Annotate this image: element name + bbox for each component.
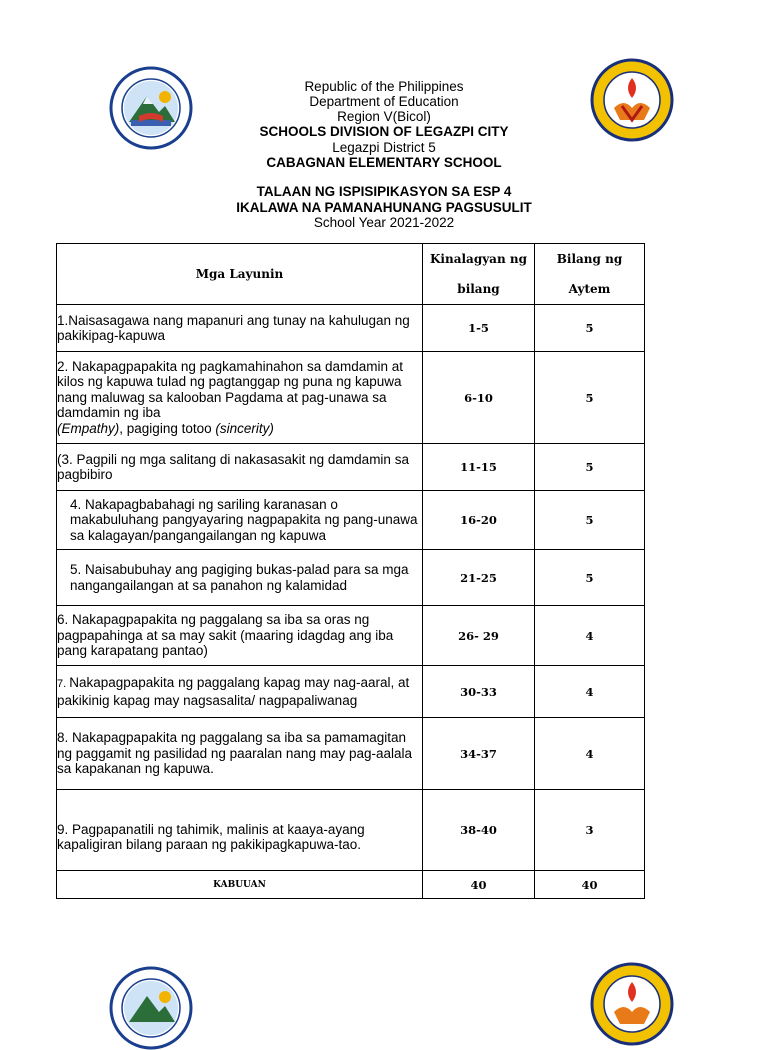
location-cell: 1-5	[423, 305, 535, 352]
table-row	[57, 352, 645, 444]
objective-cell	[57, 352, 423, 444]
objective-text: Nakapagpapakita ng paggalang kapag may nag-aaral, at pakikinig kapag may nagsasalita/ nagpapaliwanag	[57, 675, 410, 708]
location-cell: 26- 29	[423, 606, 535, 666]
header-location-line2: bilang	[457, 282, 500, 296]
table-row	[57, 666, 645, 718]
table-row	[57, 606, 645, 666]
items-cell: 5	[535, 352, 645, 444]
location-cell: 21-25	[423, 550, 535, 606]
school-year: School Year 2021-2022	[313, 215, 455, 230]
table-row	[57, 491, 645, 550]
objective-cell: 8. Nakapagpapakita ng paggalang sa iba sa pamamagitan ng paggamit ng pasilidad ng paaralan nang may pag-aalala sa kapakanan ng kapuwa.	[57, 718, 423, 790]
table-row	[57, 305, 645, 352]
location-cell: 34-37	[423, 718, 535, 790]
header-district: Legazpi District 5	[332, 140, 436, 155]
objective-cell: 4. Nakapagbabahagi ng sariling karanasan o makabuluhang pangyayaring nagpapakita ng pang-unawa sa kalagayan/pangangailangan ng kapuwa	[57, 491, 423, 550]
items-cell: 5	[535, 305, 645, 352]
items-cell: 5	[535, 444, 645, 491]
header-department: Department of Education	[309, 94, 459, 109]
doc-title: TALAAN NG ISPISIPIKASYON SA ESP 4	[256, 184, 512, 199]
table-row	[57, 718, 645, 790]
location-cell: 6-10	[423, 352, 535, 444]
items-cell: 4	[535, 718, 645, 790]
objective-cell: 9. Pagpapanatili ng tahimik, malinis at kaaya-ayang kapaligiran bilang paraan ng pakikipagkapuwa-tao.	[57, 790, 423, 871]
specification-table	[56, 243, 645, 899]
table-row	[57, 444, 645, 491]
objective-number: 7.	[57, 678, 70, 690]
objective-text: 2. Nakapagpapakita ng pagkamahinahon sa damdamin at kilos ng kapuwa tulad ng pagtanggap ng puna ng kapuwa nang maluwag sa kalooban Pagdama at pag-unawa sa damdamin ng iba	[57, 358, 403, 421]
objective-cell: 5. Naisabubuhay ang pagiging bukas-palad para sa mga nangangailangan at sa panahon ng kalamidad	[57, 550, 423, 606]
objective-cell: 1.Naisasagawa nang mapanuri ang tunay na kahulugan ng pakikipag-kapuwa	[57, 305, 423, 352]
header-division: SCHOOLS DIVISION OF LEGAZPI CITY	[259, 124, 509, 139]
objective-italic-sincerity: (sincerity)	[215, 420, 274, 436]
total-label: KABUUAN	[57, 871, 423, 899]
items-cell: 5	[535, 491, 645, 550]
items-cell: 4	[535, 666, 645, 718]
items-cell: 5	[535, 550, 645, 606]
location-cell: 38-40	[423, 790, 535, 871]
header-objectives: Mga Layunin	[57, 244, 423, 305]
table-row	[57, 790, 645, 871]
header-school: CABAGNAN ELEMENTARY SCHOOL	[266, 155, 502, 170]
header-items-line1: Bilang ng	[556, 252, 623, 266]
table-row	[57, 550, 645, 606]
school-seal-logo-next-page	[584, 962, 680, 1046]
total-location: 40	[423, 871, 535, 899]
total-items: 40	[535, 871, 645, 899]
objective-cell: 6. Nakapagpapakita ng paggalang sa iba sa oras ng pagpapahinga at sa may sakit (maaring idagdag ang iba pang karapatang pantao)	[57, 606, 423, 666]
header-republic: Republic of the Philippines	[304, 79, 464, 94]
objective-text-cont: , pagiging totoo	[119, 420, 216, 436]
items-cell: 4	[535, 606, 645, 666]
header-location	[423, 244, 535, 305]
doc-subtitle: IKALAWA NA PAMANAHUNANG PAGSUSULIT	[236, 200, 532, 215]
header-location-line1: Kinalagyan ng	[430, 252, 527, 266]
total-row	[57, 871, 645, 899]
objective-cell: (3. Pagpili ng mga salitang di nakasasakit ng damdamin sa pagbibiro	[57, 444, 423, 491]
location-cell: 16-20	[423, 491, 535, 550]
location-cell: 30-33	[423, 666, 535, 718]
location-cell: 11-15	[423, 444, 535, 491]
table-header-row	[57, 244, 645, 305]
objective-italic-empathy: (Empathy)	[57, 420, 120, 436]
header-region: Region V(Bicol)	[337, 109, 431, 124]
header-items-line2: Aytem	[568, 282, 611, 296]
items-cell: 3	[535, 790, 645, 871]
header-items	[535, 244, 645, 305]
deped-seal-logo-next-page	[109, 966, 193, 1050]
objective-cell	[57, 666, 423, 718]
